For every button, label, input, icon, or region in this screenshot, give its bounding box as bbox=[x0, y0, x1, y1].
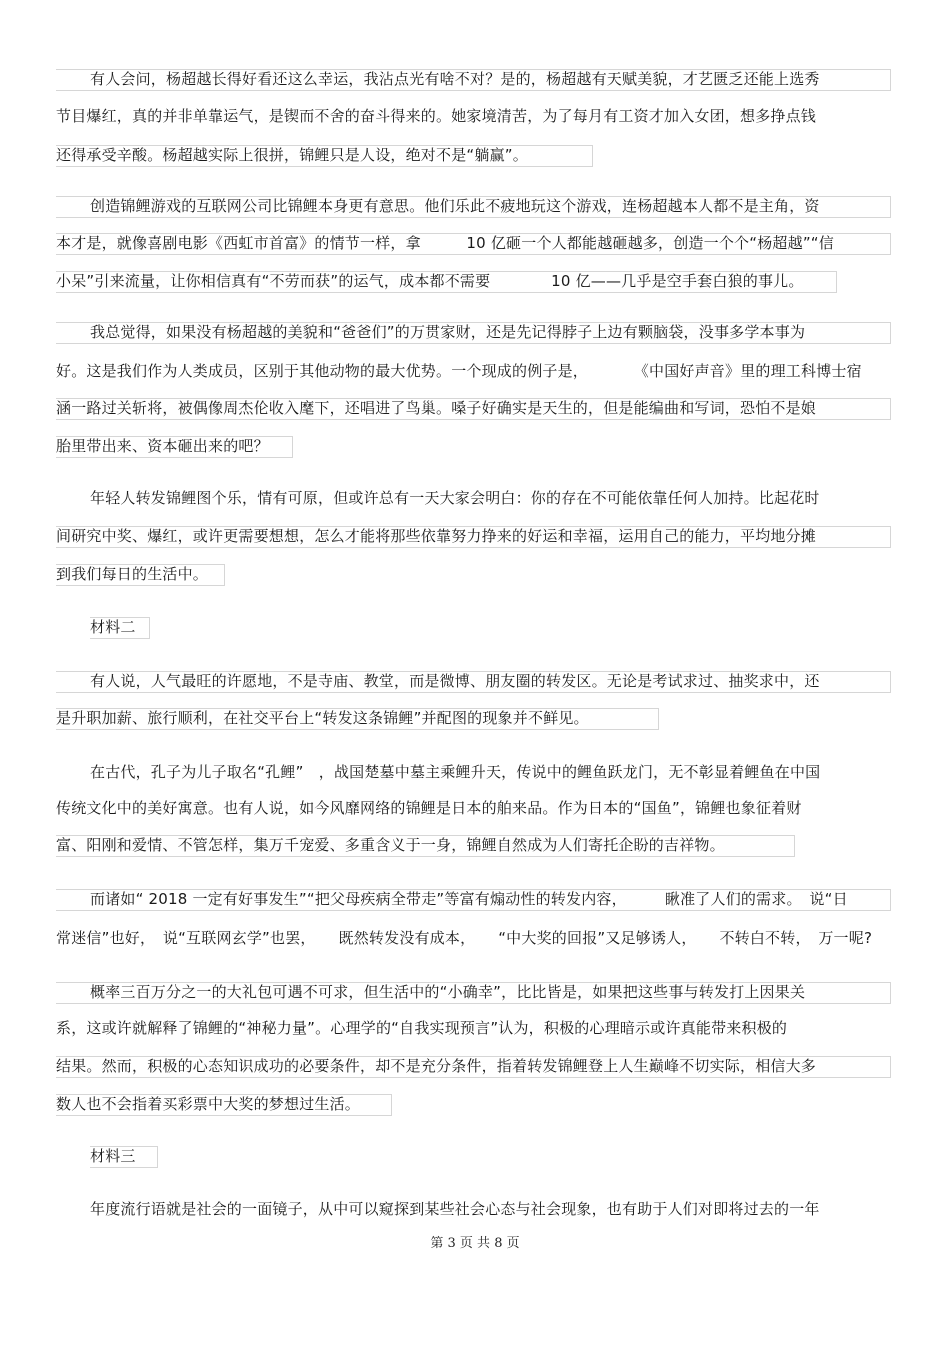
text-line: 还得承受辛酸。杨超越实际上很拼，锦鲤只是人设，绝对不是“躺赢”。 bbox=[56, 146, 528, 164]
text-line: 我总觉得，如果没有杨超越的美貌和“爸爸们”的万贯家财，还是先记得脖子上边有颗脑袋，没事多学本事为 bbox=[90, 323, 806, 341]
text-line: 胎里带出来、资本砸出来的吧？ bbox=[56, 437, 269, 455]
section-heading: 材料三 bbox=[90, 1147, 136, 1165]
text-line: 结果。然而，积极的心态知识成功的必要条件，却不是充分条件，指着转发锦鲤登上人生巅峰不切实际，相信大多 bbox=[56, 1057, 817, 1075]
text-line: 是升职加薪、旅行顺利，在社交平台上“转发这条锦鲤”并配图的现象并不鲜见。 bbox=[56, 709, 589, 727]
text-line: 而诸如“ 2018 一定有好事发生”“把父母疾病全带走”等富有煽动性的转发内容， 瞅准了人们的需求。 说“日 bbox=[90, 890, 848, 908]
text-line: 涵一路过关斩将，被偶像周杰伦收入麾下，还唱进了鸟巢。嗓子好确实是天生的，但是能编曲和写词，恐怕不是娘 bbox=[56, 399, 817, 417]
text-line: 间研究中奖、爆红，或许更需要想想，怎么才能将那些依靠努力挣来的好运和幸福，运用自己的能力，平均地分摊 bbox=[56, 527, 817, 545]
text-line: 概率三百万分之一的大礼包可遇不可求，但生活中的“小确幸”，比比皆是，如果把这些事与转发打上因果关 bbox=[90, 983, 806, 1001]
text-line: 系，这或许就解释了锦鲤的“神秘力量”。心理学的“自我实现预言”认为，积极的心理暗示或许真能带来积极的 bbox=[56, 1019, 788, 1037]
text-line: 年度流行语就是社会的一面镜子，从中可以窥探到某些社会心态与社会现象，也有助于人们对即将过去的一年 bbox=[90, 1200, 820, 1218]
text-line: 本才是，就像喜剧电影《西虹市首富》的情节一样，拿 10 亿砸一个人都能越砸越多，创造一个个“杨超越”“信 bbox=[56, 234, 834, 252]
text-line: 常迷信”也好， 说“互联网玄学”也罢， 既然转发没有成本， “中大奖的回报”又足够诱人， 不转白不转， 万一呢? bbox=[56, 929, 873, 947]
text-line: 到我们每日的生活中。 bbox=[56, 565, 209, 583]
section-heading: 材料二 bbox=[90, 618, 136, 636]
text-line: 创造锦鲤游戏的互联网公司比锦鲤本身更有意思。他们乐此不疲地玩这个游戏，连杨超越本人都不是主角，资 bbox=[90, 197, 820, 215]
text-line: 传统文化中的美好寓意。也有人说，如今风靡网络的锦鲤是日本的舶来品。作为日本的“国鱼”，锦鲤也象征着财 bbox=[56, 799, 802, 817]
text-line: 富、阳刚和爱情、不管怎样，集万千宠爱、多重含义于一身，锦鲤自然成为人们寄托企盼的吉祥物。 bbox=[56, 836, 725, 854]
text-line: 节目爆红，真的并非单靠运气，是锲而不舍的奋斗得来的。她家境清苦，为了每月有工资才加入女团，想多挣点钱 bbox=[56, 107, 817, 125]
text-line: 好。这是我们作为人类成员，区别于其他动物的最大优势。一个现成的例子是， 《中国好声音》里的理工科博士宿 bbox=[56, 362, 862, 380]
text-line: 数人也不会指着买彩票中大奖的梦想过生活。 bbox=[56, 1095, 361, 1113]
text-line: 有人说，人气最旺的许愿地，不是寺庙、教堂，而是微博、朋友圈的转发区。无论是考试求过、抽奖求中，还 bbox=[90, 672, 820, 690]
page-number: 第 3 页 共 8 页 bbox=[430, 1236, 520, 1251]
text-line: 有人会问，杨超越长得好看还这么幸运，我沾点光有啥不对？是的，杨超越有天赋美貌，才艺匮乏还能上选秀 bbox=[90, 70, 820, 88]
text-line: 年轻人转发锦鲤图个乐，情有可原，但或许总有一天大家会明白：你的存在不可能依靠任何人加持。比起花时 bbox=[90, 489, 820, 507]
text-line: 小呆”引来流量，让你相信真有“不劳而获”的运气，成本都不需要 10 亿——几乎是空手套白狼的事儿。 bbox=[56, 272, 804, 290]
text-line: 在古代，孔子为儿子取名“孔鲤” ，战国楚墓中墓主乘鲤升天，传说中的鲤鱼跃龙门，无不彰显着鲤鱼在中国 bbox=[90, 763, 821, 781]
